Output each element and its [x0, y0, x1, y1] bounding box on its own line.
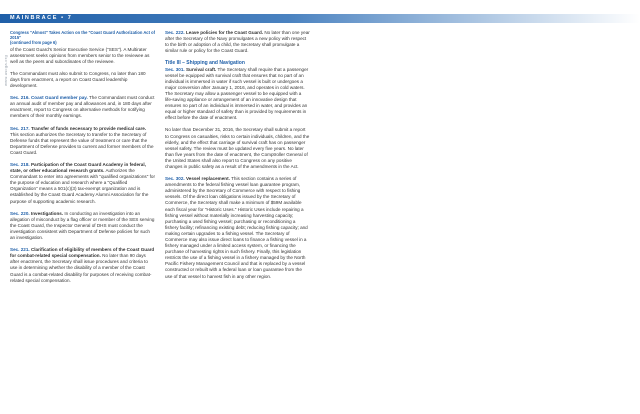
section-number: Sec. 301.	[165, 66, 185, 72]
section-title: Leave policies for the Coast Guard.	[185, 30, 264, 35]
section-title: Coast Guard member pay.	[30, 95, 88, 101]
section-number: Sec. 222.	[165, 30, 185, 35]
section-title: Participation of the Coast Guard Academy in federal, state, or other educational research grants.	[10, 162, 146, 174]
section-number: Sec. 302.	[165, 176, 185, 182]
running-header: MAINBRACE • 7	[10, 15, 73, 21]
paragraph-report: The Commandant must also submit to Congress, no later than 180 days from enactment, a report on Coast Guard leadership development.	[10, 70, 146, 89]
section-body: No later than one year after the Secretary of the Navy promulgates a new policy with respect to the birth or adoption of a child, the Secretary shall promulgate a similar rule or policy for the Coast Guard.	[165, 30, 310, 54]
section-number: Sec. 221.	[10, 247, 30, 253]
section-body: The Commandant must conduct an annual audit of member pay and allowances and, in 180 days after enactment, report to Congress on alternative methods for notifying members of their monthly earnings.	[10, 95, 155, 119]
section-title: Survival craft.	[185, 66, 217, 72]
section-number: Sec. 216.	[10, 95, 30, 101]
section-body: This section authorizes the Secretary to transfer to the Secretary of Defense funds that represent the value of treatment or care that the Department of Defense provides to current and former members of the Coast Guard.	[10, 131, 154, 155]
side-url: www.uscga.org	[3, 55, 8, 87]
left-column	[10, 30, 155, 290]
section-number: Sec. 220.	[10, 210, 30, 216]
section-title: Vessel replacement.	[185, 176, 230, 182]
section-217	[10, 126, 155, 156]
section-218	[10, 162, 155, 205]
section-222	[165, 30, 310, 54]
section-title: Clarification of eligibility of members of the Coast Guard for combat-related special compensation.	[10, 247, 155, 259]
section-220	[10, 211, 155, 241]
section-body: In conducting an investigation into an allegation of misconduct by a flag officer or member of the SES serving the Coast Guard, the Inspector General of DHS must conduct the investigation consistent with Department of Defense policies for such an investigation.	[10, 210, 155, 241]
continued-title-text: Congress "Almost" Takes Action on the "Coast Guard Authorization Act of 2015"	[10, 30, 155, 41]
title-iii-heading: Title III – Shipping and Navigation	[165, 60, 245, 67]
paragraph-intro: of the Coast Guard's Senior Executive Service ("SES"). A Multirater assessment seeks opinions from members senior to the reviewee as well as the peers and subordinates of the reviewee.	[10, 46, 150, 64]
section-body: No later than 90 days after enactment, the Secretary shall issue procedures and criteria to use in determining whether the disability of a member of the Coast Guard is a combat-related disability for purposes of receiving combat-related special compensation.	[10, 253, 152, 283]
section-number: Sec. 217.	[10, 125, 30, 131]
continued-title	[10, 30, 155, 46]
section-body: Authorizes the Commandant to enter into agreements with "qualified organizations" for the purpose of education and research where a "Qualified Organization" means a 501(c)(3) tax-exempt organization and is established by the Coast Guard Academy Alumni Association for the purpose of supporting academic research.	[10, 168, 155, 204]
section-301	[165, 67, 310, 122]
section-body: The Secretary shall require that a passenger vessel be equipped with survival craft that ensures that no part of an individual is immersed in water if such vessel is built or undergoes a major conversion after January 1, 2016, and operates in cold waters. The Secretary may allow a passenger vessel to be equipped with a life-saving appliance or arrangement of an innovative design that ensures no part of an individual is immersed in water, and provides an equal or higher standard of safety than is provided by requirements in effect before the date of enactment.	[165, 66, 309, 121]
continued-from: (continued from page 6)	[10, 40, 57, 46]
paragraph-december-report: No later than December 31, 2016, the Secretary shall submit a report to Congress on casualties, risks to certain individuals, children, and the elderly, and the effect that carriage of survival craft has on passenger vessel safety. The review must be updated every five years. No later than five years from the date of enactment, the Comptroller General of the United States shall also report to Congress on any positive changes in public safety as a result of the amendments in the Act.	[165, 127, 310, 169]
section-title: Transfer of funds necessary to provide medical care.	[30, 125, 147, 131]
section-221	[10, 247, 155, 284]
section-216	[10, 95, 155, 119]
section-number: Sec. 218.	[10, 162, 30, 168]
section-body: This section contains a series of amendments to the federal fishing vessel loan guarantee program, administered by the Secretary of Commerce with respect to fishing vessels. Of the direct loan obligations issued by the Secretary of Commerce, the Secretary shall make a minimum of $59M available each fiscal year for "Historic Uses." Historic Uses include repairing a fishing vessel without materially increasing harvesting capacity; purchasing a used fishing vessel; purchasing or reconditioning a fishery facility; refinancing existing debt; reducing fishing capacity; and making certain upgrades to a fishing vessel. The Secretary of Commerce may also issue direct loans to finance a fishing vessel in a fishery managed under a limited access system, or financing the purchase of harvesting rights in such fishery. Finally, this legislation restricts the use of a fishing vessel in a fishery managed by the North Pacific Fishery Management Council and that is replaced by a vessel constructed or rebuilt with a federal loan or loan guarantee from the use of that vessel to harvest fish in any other region.	[165, 176, 308, 279]
section-title: Investigations.	[30, 210, 64, 216]
section-302	[165, 176, 310, 280]
header-bar	[0, 14, 640, 23]
right-column	[165, 30, 310, 286]
